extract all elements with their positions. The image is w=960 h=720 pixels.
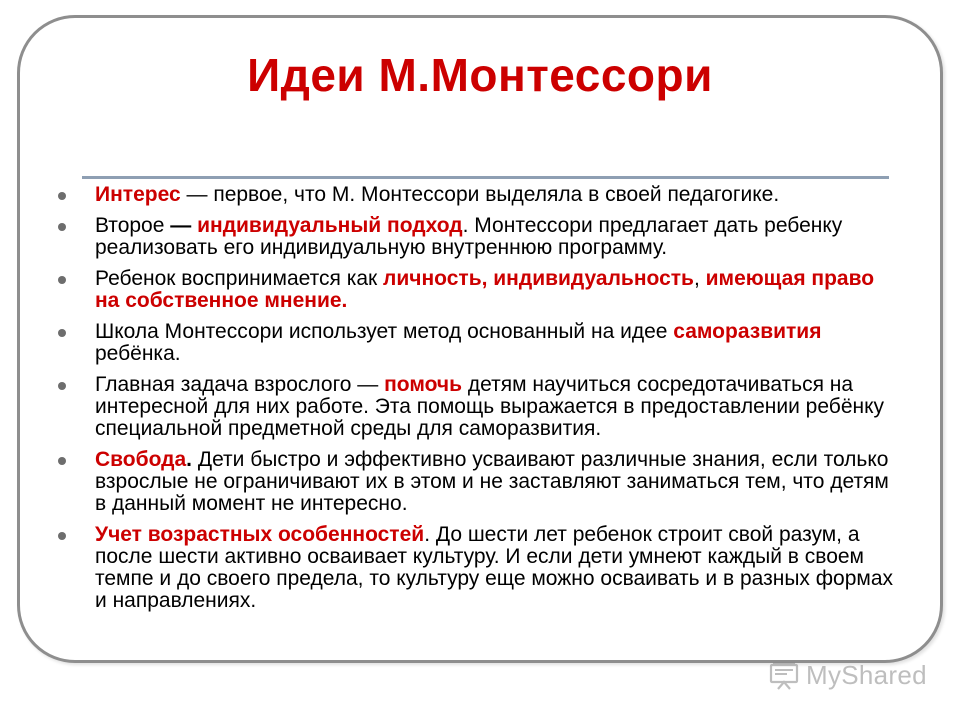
bullet-text: Ребенок воспринимается как bbox=[95, 267, 384, 290]
bullet-item bbox=[58, 524, 898, 612]
bullet-dot-icon bbox=[58, 192, 66, 200]
bullet-item bbox=[58, 321, 898, 365]
bullet-text: Дети быстро и эффективно усваивают различные знания, если только взрослые не ограничивают их в этом и не заставляют заниматься тем, что детям в данный момент не интересно. bbox=[95, 448, 889, 515]
bullet-dot-icon bbox=[58, 532, 66, 540]
bullet-text: ребёнка. bbox=[95, 342, 181, 365]
bullet-item bbox=[58, 449, 898, 515]
bullet-text: — bbox=[170, 214, 198, 237]
highlighted-term: саморазвития bbox=[673, 320, 822, 343]
highlighted-term: Учет возрастных особенностей bbox=[95, 523, 425, 546]
bullet-text: Школа Монтессори использует метод основанный на идее bbox=[95, 320, 674, 343]
bullet-dot-icon bbox=[58, 457, 66, 465]
watermark-text: MyShared bbox=[806, 659, 927, 690]
bullet-text: Второе bbox=[95, 214, 171, 237]
bullet-text: . bbox=[186, 448, 193, 471]
bullet-text: детям научиться сосредотачиваться на интересной для них работе. Эта помощь выражается в предоставлении ребёнку специальной предметной среды для саморазвития. bbox=[95, 373, 885, 440]
bullet-dot-icon bbox=[58, 329, 66, 337]
bullet-text: — первое, что М. Монтессори выделяла в своей педагогике. bbox=[180, 183, 780, 206]
highlighted-term: помочь bbox=[384, 373, 463, 396]
bullet-dot-icon bbox=[58, 223, 66, 231]
highlighted-term: индивидуальный подход bbox=[197, 214, 463, 237]
bullet-list bbox=[58, 184, 898, 621]
bullet-dot-icon bbox=[58, 276, 66, 284]
bullet-dot-icon bbox=[58, 382, 66, 390]
highlighted-term: Свобода bbox=[95, 448, 187, 471]
title-divider bbox=[82, 176, 889, 179]
slide-title: Идеи М.Монтессори bbox=[247, 49, 713, 101]
highlighted-term: личность, индивидуальность bbox=[383, 267, 694, 290]
bullet-text: , bbox=[693, 267, 706, 290]
highlighted-term: Интерес bbox=[95, 183, 181, 206]
bullet-text: Главная задача взрослого — bbox=[95, 373, 385, 396]
bullet-text: . До шести лет ребенок строит свой разум, а после шести активно осваивает культуру. И если дети умнеют каждый в своем темпе и до своего предела, то культуру еще можно осваивать и в разных формах и направлениях. bbox=[95, 523, 894, 612]
bullet-item bbox=[58, 215, 898, 259]
watermark bbox=[768, 657, 927, 693]
highlighted-term: имеющая право на собственное мнение. bbox=[95, 267, 875, 312]
bullet-item bbox=[58, 184, 898, 206]
bullet-item bbox=[58, 374, 898, 440]
projector-screen-icon bbox=[768, 660, 800, 690]
bullet-item bbox=[58, 268, 898, 312]
bullet-text: . Монтессори предлагает дать ребенку реализовать его индивидуальную внутреннюю программу. bbox=[95, 214, 843, 259]
